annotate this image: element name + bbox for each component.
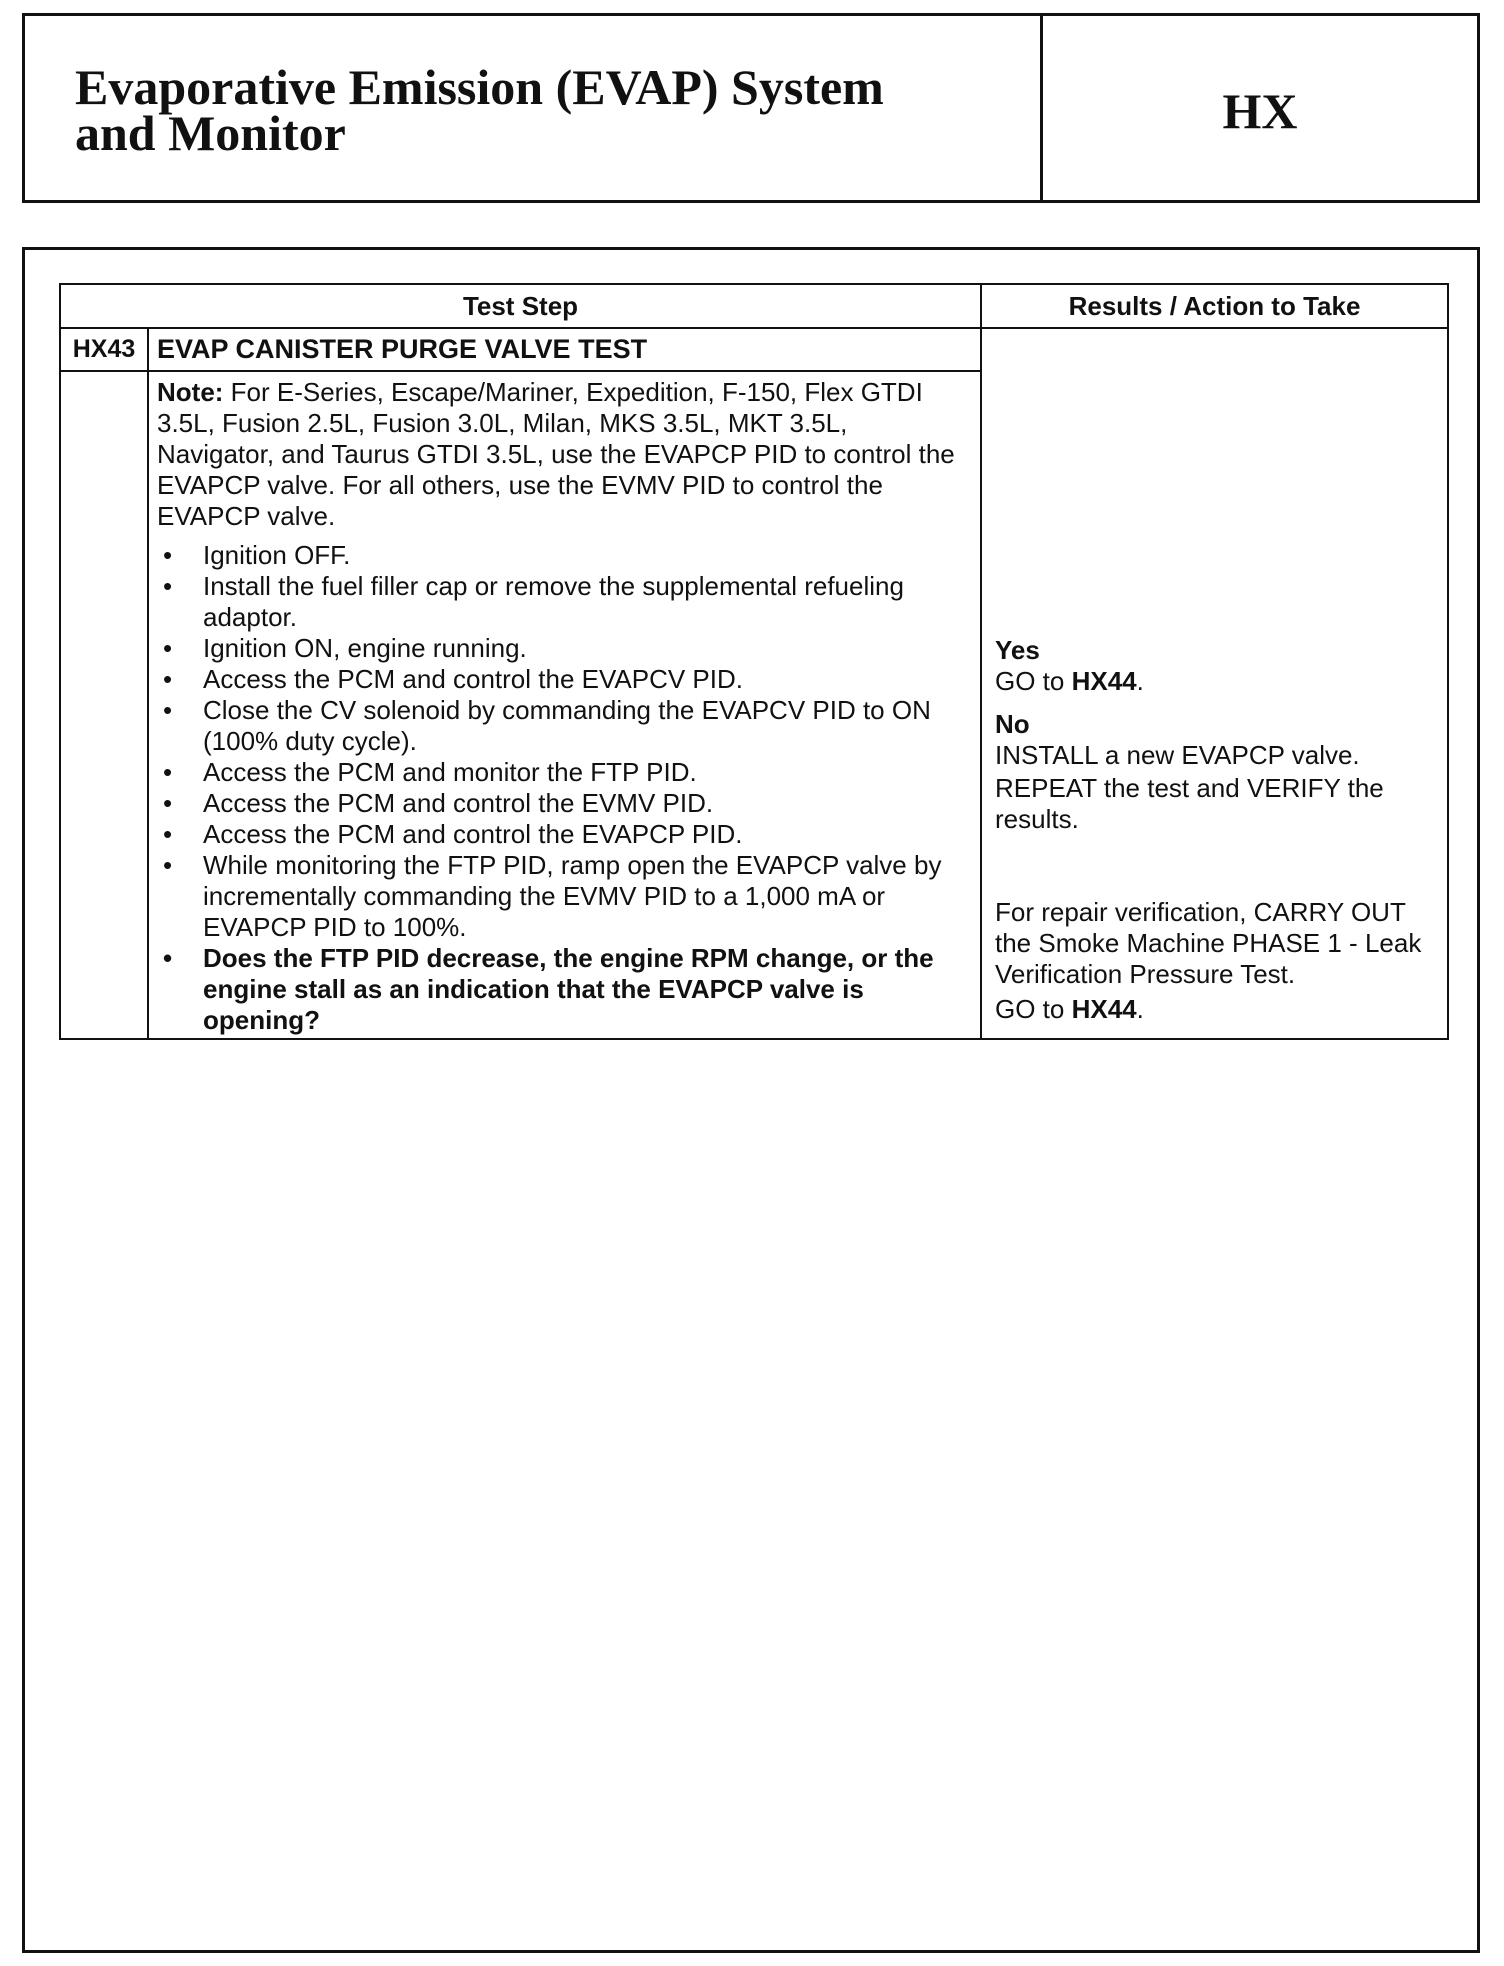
repair-text: For repair verification, CARRY OUT the Smoke Machine PHASE 1 - Leak Verification Pressure Test. <box>995 897 1422 989</box>
note <box>157 377 963 532</box>
no-action-1: INSTALL a new EVAPCP valve. <box>995 740 1360 770</box>
bullet-icon: • <box>163 819 173 849</box>
column-header-test-step: Test Step <box>462 290 579 321</box>
step-id-divider <box>147 327 149 1038</box>
yes-action: GO to HX44. <box>995 666 1144 696</box>
step-title: EVAP CANISTER PURGE VALVE TEST <box>157 334 648 364</box>
bullet-icon: • <box>163 571 173 601</box>
result-yes <box>995 635 1445 697</box>
step-item: • Install the fuel filler cap or remove the supplemental refueling adaptor. <box>163 571 904 632</box>
bullet-icon: • <box>163 850 173 880</box>
section-title-line-2: and Monitor <box>75 105 346 161</box>
bullet-icon: • <box>163 664 173 694</box>
note-text: For E-Series, Escape/Mariner, Expedition, F-150, Flex GTDI 3.5L, Fusion 2.5L, Fusion 3.0L, Milan, MKS 3.5L, MKT 3.5L, Navigator, and Taurus GTDI 3.5L, use the EVAPCP PID to control the EVAPCP valve. For all others, use the EVMV PID to control the EVAPCP valve. <box>157 377 955 531</box>
column-header-results: Results / Action to Take <box>1068 290 1361 321</box>
column-divider <box>980 285 982 1038</box>
no-label: No <box>995 709 1030 739</box>
bullet-icon: • <box>163 788 173 818</box>
goto-link[interactable]: HX44 <box>1071 994 1137 1024</box>
step-item: • Ignition ON, engine running. <box>163 633 527 663</box>
step-item: • Close the CV solenoid by commanding the EVAPCV PID to ON (100% duty cycle). <box>163 695 931 756</box>
result-repair <box>995 897 1445 1025</box>
section-code: HX <box>1222 83 1298 139</box>
step-item: • Access the PCM and control the EVMV PID. <box>163 788 714 818</box>
step-item: • Access the PCM and control the EVAPCV PID. <box>163 664 743 694</box>
step-body <box>157 377 963 1036</box>
test-step-table <box>59 283 1449 1040</box>
step-item: • Ignition OFF. <box>163 540 351 570</box>
goto-link[interactable]: HX44 <box>1071 666 1137 696</box>
step-id: HX43 <box>72 335 136 363</box>
yes-label: Yes <box>995 635 1040 665</box>
page-header <box>22 13 1480 203</box>
step-item: • Access the PCM and monitor the FTP PID. <box>163 757 697 787</box>
repair-action: GO to HX44. <box>995 994 1144 1024</box>
bullet-icon: • <box>163 943 173 973</box>
section-title-line-1: Evaporative Emission (EVAP) System <box>75 59 884 115</box>
bullet-icon: • <box>163 633 173 663</box>
step-question: • Does the FTP PID decrease, the engine RPM change, or the engine stall as an indication that the EVAPCP valve is opening? <box>163 943 934 1035</box>
bullet-icon: • <box>163 757 173 787</box>
step-item: • Access the PCM and control the EVAPCP PID. <box>163 819 743 849</box>
step-title-divider <box>61 370 980 372</box>
step-item: • While monitoring the FTP PID, ramp open the EVAPCP valve by incrementally commanding the EVMV PID to a 1,000 mA or EVAPCP PID to 100%. <box>163 850 942 942</box>
note-label: Note: <box>157 377 224 407</box>
content-panel <box>22 247 1480 1953</box>
bullet-icon: • <box>163 695 173 725</box>
result-no <box>995 709 1445 835</box>
section-title <box>25 16 1043 200</box>
no-action-2: REPEAT the test and VERIFY the results. <box>995 773 1384 834</box>
step-list <box>157 540 963 1036</box>
bullet-icon: • <box>163 540 173 570</box>
